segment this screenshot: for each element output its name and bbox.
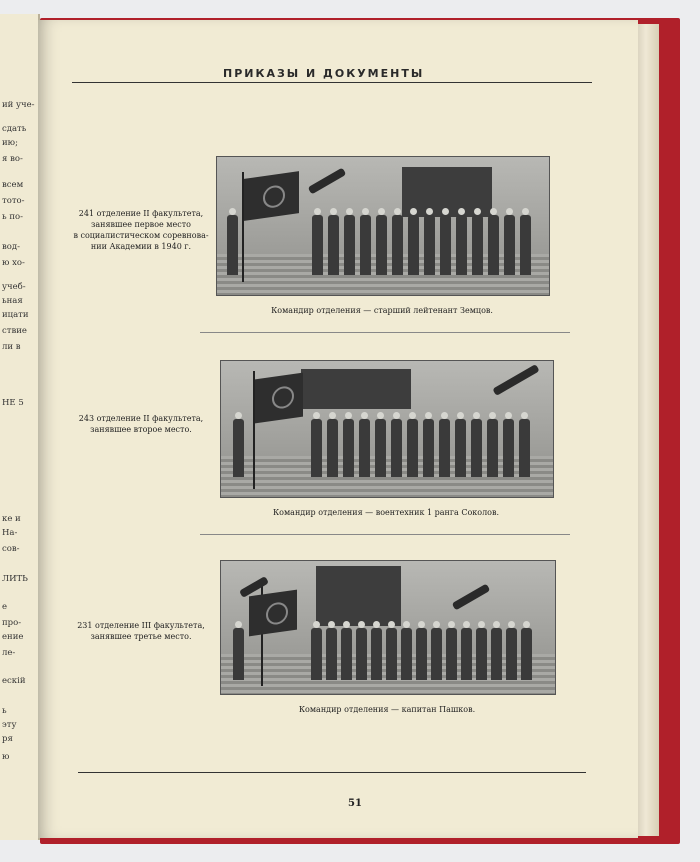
left-page-text: ю хо- bbox=[2, 258, 25, 268]
soldier-figure bbox=[439, 419, 450, 477]
soldier-figure bbox=[326, 628, 337, 680]
left-page-text: ескій bbox=[2, 676, 26, 686]
footer-rule bbox=[78, 772, 586, 773]
entry-1-caption bbox=[66, 208, 216, 252]
soldier-figure bbox=[407, 419, 418, 477]
left-page-text: ий уче- bbox=[2, 100, 35, 110]
left-page-text: ке и bbox=[2, 514, 21, 524]
soldier-figure bbox=[491, 628, 502, 680]
soldier-figure bbox=[343, 419, 354, 477]
soldier-figure bbox=[376, 215, 387, 275]
entry-2-commander: Командир отделения — воентехник 1 ранга Соколов. bbox=[272, 508, 500, 517]
soldier-figure bbox=[408, 215, 419, 275]
soldier-figure bbox=[392, 215, 403, 275]
soldier-figure bbox=[371, 628, 382, 680]
soldier-figure bbox=[327, 419, 338, 477]
left-page-text: всем bbox=[2, 180, 24, 190]
soldier-figure bbox=[504, 215, 515, 275]
soldier-figure bbox=[233, 628, 244, 680]
divider bbox=[200, 534, 570, 535]
soldier-figure bbox=[461, 628, 472, 680]
page-edges bbox=[637, 24, 659, 836]
soldier-figure bbox=[488, 215, 499, 275]
caption-line: 243 отделение II факультета, bbox=[78, 414, 204, 423]
left-page-text: ю bbox=[2, 752, 10, 762]
soldier-figure bbox=[446, 628, 457, 680]
left-page-text: сдать bbox=[2, 124, 27, 134]
left-page-text: ь по- bbox=[2, 212, 23, 222]
soldier-figure bbox=[503, 419, 514, 477]
caption-line: в социалистическом соревнова- bbox=[73, 231, 209, 240]
caption-line: занявшее первое место bbox=[91, 220, 191, 229]
left-page-text: ли в bbox=[2, 342, 21, 352]
left-page-text: сов- bbox=[2, 544, 20, 554]
divider bbox=[200, 332, 570, 333]
left-page-text: про- bbox=[2, 618, 22, 628]
soldier-figure bbox=[359, 419, 370, 477]
soldier-figure bbox=[227, 215, 238, 275]
soldier-figure bbox=[521, 628, 532, 680]
entry-3-commander: Командир отделения — капитан Пашков. bbox=[298, 705, 476, 714]
soldier-figure bbox=[506, 628, 517, 680]
soldier-figure bbox=[341, 628, 352, 680]
entry-3-photo bbox=[220, 560, 556, 695]
left-page-text: ь bbox=[2, 706, 7, 716]
left-page-text: ря bbox=[2, 734, 13, 744]
left-page-text: ле- bbox=[2, 648, 16, 658]
entry-1-photo bbox=[216, 156, 550, 296]
caption-line: нии Академии в 1940 г. bbox=[90, 242, 192, 251]
soldier-figure bbox=[311, 628, 322, 680]
soldier-figure bbox=[344, 215, 355, 275]
soldier-figure bbox=[520, 215, 531, 275]
left-page-text: ию; bbox=[2, 138, 18, 148]
page-number: 51 bbox=[348, 798, 362, 809]
page-header: ПРИКАЗЫ И ДОКУМЕНТЫ bbox=[223, 67, 425, 80]
caption-line: занявшее третье место. bbox=[90, 632, 192, 641]
left-page-text: На- bbox=[2, 528, 18, 538]
soldier-figure bbox=[455, 419, 466, 477]
left-page-text: е bbox=[2, 602, 8, 612]
soldier-figure bbox=[487, 419, 498, 477]
entry-2-caption bbox=[66, 413, 216, 435]
soldier-figure bbox=[311, 419, 322, 477]
soldier-figure bbox=[312, 215, 323, 275]
soldier-figure bbox=[472, 215, 483, 275]
left-page-text: ЛИТЬ bbox=[2, 574, 28, 584]
soldier-figure bbox=[423, 419, 434, 477]
soldier-figure bbox=[416, 628, 427, 680]
left-page-text: ьная bbox=[2, 296, 23, 306]
soldier-figure bbox=[476, 628, 487, 680]
soldier-figure bbox=[328, 215, 339, 275]
soldier-figure bbox=[431, 628, 442, 680]
left-page-text: учеб- bbox=[2, 282, 26, 292]
soldier-figure bbox=[360, 215, 371, 275]
soldier-figure bbox=[401, 628, 412, 680]
soldier-figure bbox=[456, 215, 467, 275]
soldier-figure bbox=[440, 215, 451, 275]
entry-3-caption bbox=[66, 620, 216, 642]
soldier-figure bbox=[233, 419, 244, 477]
soldier-figure bbox=[356, 628, 367, 680]
left-page-text: НЕ 5 bbox=[2, 398, 24, 408]
left-page-text: тото- bbox=[2, 196, 25, 206]
caption-line: занявшее второе место. bbox=[90, 425, 192, 434]
left-page-text: ение bbox=[2, 632, 24, 642]
soldier-figure bbox=[424, 215, 435, 275]
soldier-figure bbox=[375, 419, 386, 477]
left-page-text: ствие bbox=[2, 326, 27, 336]
caption-line: 241 отделение II факультета, bbox=[78, 209, 204, 218]
soldier-figure bbox=[391, 419, 402, 477]
header-rule bbox=[72, 82, 592, 83]
left-page-text: вод- bbox=[2, 242, 21, 252]
left-page-text: эту bbox=[2, 720, 17, 730]
left-page-text: ицати bbox=[2, 310, 29, 320]
left-page bbox=[0, 14, 40, 840]
entry-2-photo bbox=[220, 360, 554, 498]
soldier-figure bbox=[519, 419, 530, 477]
right-page bbox=[38, 20, 638, 838]
entry-1-commander: Командир отделения — старший лейтенант Земцов. bbox=[271, 306, 493, 315]
soldier-figure bbox=[386, 628, 397, 680]
caption-line: 231 отделение III факультета, bbox=[77, 621, 205, 630]
soldier-figure bbox=[471, 419, 482, 477]
left-page-text: я во- bbox=[2, 154, 23, 164]
